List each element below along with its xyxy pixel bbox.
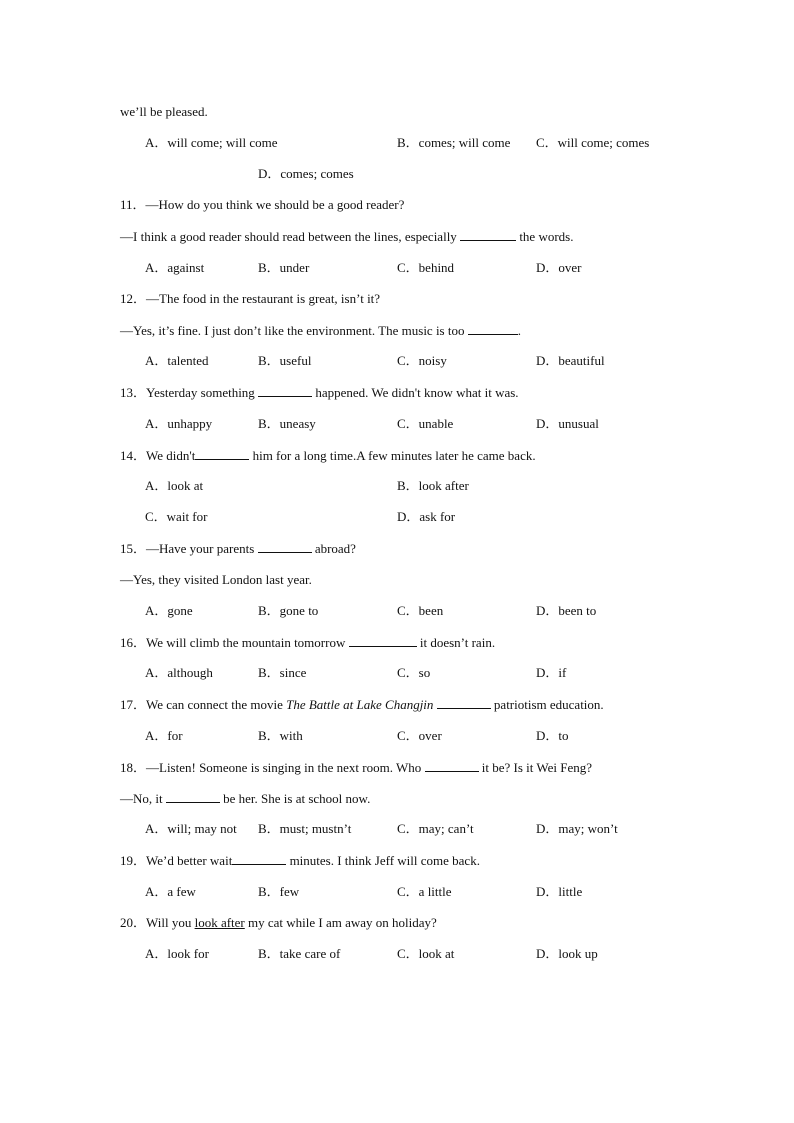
q10-option-b: B．comes; will come (397, 135, 511, 150)
q18-option-a: A．will; may not (145, 821, 237, 836)
q17-question: 17．We can connect the movie The Battle at Lake Changjin patriotism education. (120, 697, 604, 712)
q11-option-b: B．under (258, 260, 310, 275)
q12-option-b: B．useful (258, 353, 312, 368)
q15-option-a: A．gone (145, 603, 193, 618)
q17-option-d: D．to (536, 728, 569, 743)
q19-option-d: D．little (536, 884, 583, 899)
q10-option-c: C．will come; comes (536, 135, 650, 150)
q11-option-c: C．behind (397, 260, 455, 275)
q13-option-c: C．unable (397, 416, 454, 431)
underlined-phrase: look after (194, 915, 245, 930)
movie-title: The Battle at Lake Changjin (286, 697, 434, 712)
q17-option-b: B．with (258, 728, 303, 743)
q20-option-b: B．take care of (258, 946, 341, 961)
q18-option-d: D．may; won’t (536, 821, 618, 836)
answer-blank (232, 852, 286, 865)
answer-blank (425, 759, 479, 772)
q12-question: 12．—The food in the restaurant is great, isn’t it? (120, 291, 381, 306)
q15-question: 15．—Have your parents abroad? (120, 541, 356, 556)
q18-question: 18．—Listen! Someone is singing in the next room. Who it be? Is it Wei Feng? (120, 760, 593, 775)
q18-answer-line: —No, it be her. She is at school now. (120, 791, 371, 806)
answer-blank (468, 322, 518, 335)
q12-answer-line: —Yes, it’s fine. I just don’t like the environment. The music is too . (120, 323, 521, 338)
q15-answer-line: —Yes, they visited London last year. (120, 572, 312, 587)
q15-option-b: B．gone to (258, 603, 319, 618)
q15-option-c: C．been (397, 603, 444, 618)
q12-option-c: C．noisy (397, 353, 447, 368)
q11-option-d: D．over (536, 260, 582, 275)
q13-option-b: B．uneasy (258, 416, 316, 431)
q20-option-a: A．look for (145, 946, 209, 961)
q11-option-a: A．against (145, 260, 205, 275)
q16-question: 16．We will climb the mountain tomorrow it doesn’t rain. (120, 635, 496, 650)
q18-option-c: C．may; can’t (397, 821, 474, 836)
q19-question: 19．We’d better wait minutes. I think Jeff will come back. (120, 853, 480, 868)
q16-option-c: C．so (397, 665, 431, 680)
q19-option-a: A．a few (145, 884, 196, 899)
q14-option-d: D．ask for (397, 509, 456, 524)
q11-question: 11．—How do you think we should be a good reader? (120, 197, 405, 212)
q18-option-b: B．must; mustn’t (258, 821, 352, 836)
q10-option-a: A．will come; will come (145, 135, 278, 150)
q16-option-b: B．since (258, 665, 307, 680)
q12-option-d: D．beautiful (536, 353, 605, 368)
q13-option-a: A．unhappy (145, 416, 213, 431)
q14-option-b: B．look after (397, 478, 469, 493)
q11-answer-line: —I think a good reader should read between the lines, especially the words. (120, 229, 574, 244)
q14-option-c: C．wait for (145, 509, 208, 524)
q15-option-d: D．been to (536, 603, 597, 618)
q10-option-d: D．comes; comes (258, 166, 354, 181)
q19-option-b: B．few (258, 884, 300, 899)
answer-blank (166, 790, 220, 803)
q13-option-d: D．unusual (536, 416, 599, 431)
answer-blank (437, 696, 491, 709)
q17-option-a: A．for (145, 728, 183, 743)
q12-option-a: A．talented (145, 353, 209, 368)
q17-option-c: C．over (397, 728, 442, 743)
q16-option-d: D．if (536, 665, 567, 680)
q20-option-d: D．look up (536, 946, 598, 961)
q14-question: 14．We didn't him for a long time.A few minutes later he came back. (120, 448, 536, 463)
answer-blank (349, 634, 417, 647)
q20-option-c: C．look at (397, 946, 455, 961)
answer-blank (195, 447, 249, 460)
q13-question: 13．Yesterday something happened. We didn't know what it was. (120, 385, 519, 400)
q19-option-c: C．a little (397, 884, 452, 899)
q14-option-a: A．look at (145, 478, 204, 493)
q20-question: 20．Will you look after my cat while I am away on holiday? (120, 915, 437, 930)
q10-continuation: we’ll be pleased. (120, 104, 208, 119)
answer-blank (258, 540, 312, 553)
answer-blank (258, 384, 312, 397)
answer-blank (460, 228, 516, 241)
q16-option-a: A．although (145, 665, 213, 680)
